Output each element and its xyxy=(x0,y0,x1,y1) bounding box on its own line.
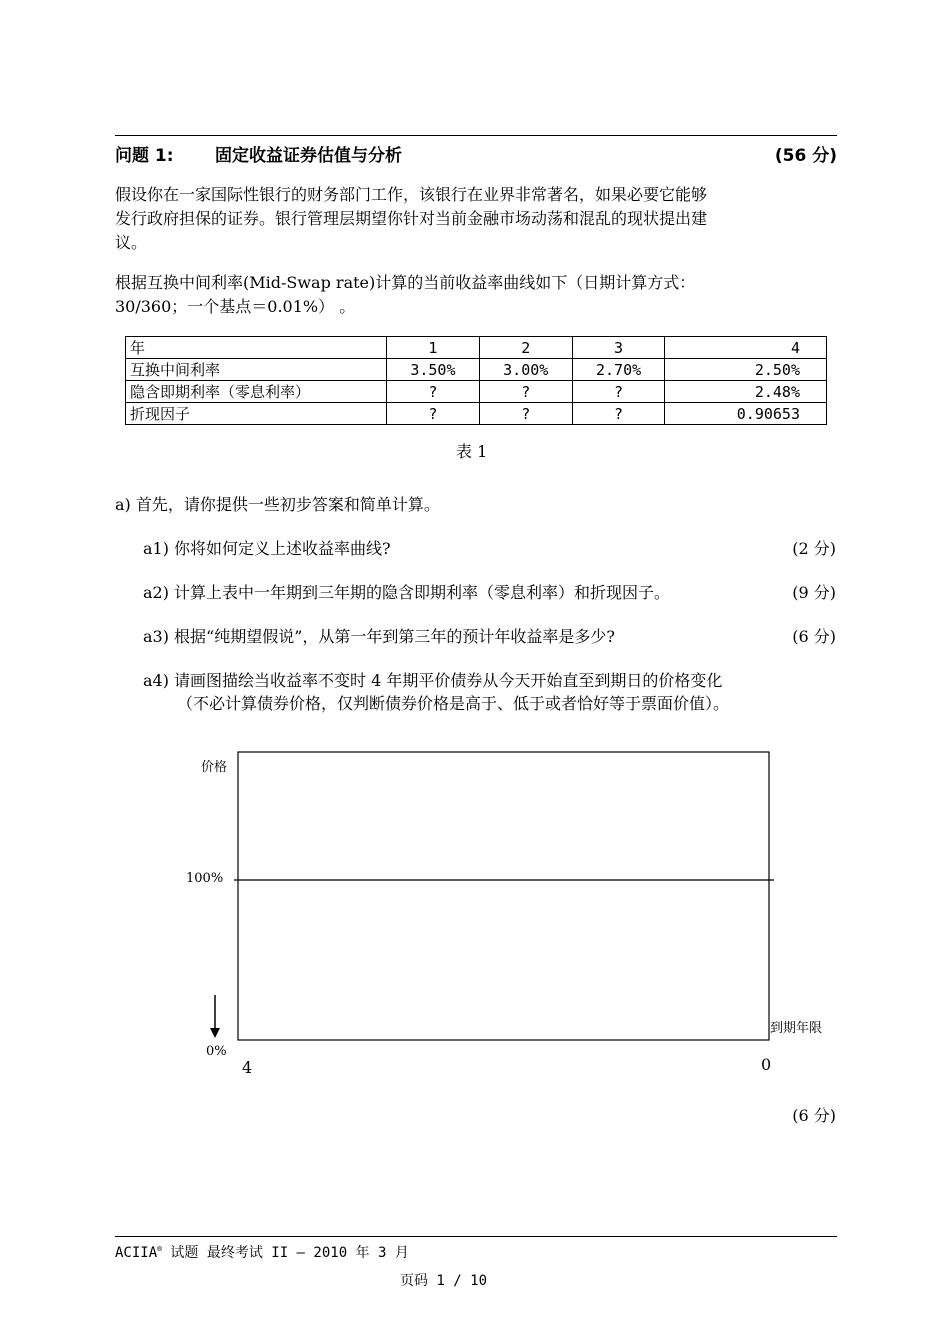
item-a4-score: (6 分) xyxy=(792,1106,836,1125)
curve-intro-line-2: 30/360；一个基点＝0.01%） 。 xyxy=(115,297,356,316)
table-cell: 2 xyxy=(479,337,572,359)
chart-x-end: 0 xyxy=(761,1055,772,1074)
table-cell: ? xyxy=(387,381,480,403)
item-a4-text: a4) 请画图描绘当收益率不变时 4 年期平价债券从今天开始直至到期日的价格变化 xyxy=(143,671,723,690)
table-cell: 年 xyxy=(126,337,387,359)
chart-x-label: 到期年限 xyxy=(770,1021,823,1036)
item-a2-text: a2) 计算上表中一年期到三年期的隐含即期利率（零息利率）和折现因子。 xyxy=(143,583,671,602)
intro-paragraph xyxy=(115,183,840,255)
table-cell: 互换中间利率 xyxy=(126,359,387,381)
footer-rule xyxy=(115,1236,837,1237)
top-rule xyxy=(115,135,837,136)
table-cell: ? xyxy=(479,403,572,425)
table-row xyxy=(126,359,827,381)
curve-intro-line-1: 根据互换中间利率(Mid-Swap rate)计算的当前收益率曲线如下（日期计算方式： xyxy=(115,273,696,292)
table-cell: 隐含即期利率（零息利率） xyxy=(126,381,387,403)
item-a3-text: a3) 根据“纯期望假说”，从第一年到第三年的预计年收益率是多少? xyxy=(143,627,615,646)
item-a3-score: (6 分) xyxy=(792,627,836,646)
question-title: 固定收益证券估值与分析 xyxy=(215,146,402,166)
chart-frame xyxy=(238,752,769,1040)
table-cell: 2.50% xyxy=(665,359,827,381)
chart-y-label: 价格 xyxy=(201,760,228,775)
table-cell: 3 xyxy=(572,337,665,359)
intro-line-3: 议。 xyxy=(115,233,148,252)
table-cell: 2.48% xyxy=(665,381,827,403)
price-chart xyxy=(180,745,840,1085)
price-chart-svg xyxy=(180,745,840,1085)
chart-level-label: 100% xyxy=(186,871,224,886)
footer-exam-info: 试题 最终考试 II – 2010 年 3 月 xyxy=(161,1245,409,1261)
item-a1-text: a1) 你将如何定义上述收益率曲线? xyxy=(143,539,391,558)
item-a2-score: (9 分) xyxy=(792,583,836,602)
footer-registered: ® xyxy=(157,1244,162,1254)
curve-intro-paragraph xyxy=(115,271,840,319)
table-cell: ? xyxy=(387,403,480,425)
table-caption: 表 1 xyxy=(456,442,488,461)
table-cell: 0.90653 xyxy=(665,403,827,425)
question-label: 问题 1: xyxy=(115,146,174,166)
table-header-row xyxy=(126,337,827,359)
yield-table xyxy=(125,336,827,425)
chart-x-start: 4 xyxy=(242,1058,253,1077)
down-arrow-icon xyxy=(210,1028,220,1038)
table-cell: 2.70% xyxy=(572,359,665,381)
table-cell: 3.50% xyxy=(387,359,480,381)
footer-page-number: 页码 1 / 10 xyxy=(400,1273,488,1289)
table-cell: ? xyxy=(479,381,572,403)
footer-brand: ACIIA xyxy=(115,1245,158,1261)
part-a-intro: a) 首先，请你提供一些初步答案和简单计算。 xyxy=(115,495,440,514)
item-a1-score: (2 分) xyxy=(792,539,836,558)
table-row xyxy=(126,381,827,403)
intro-line-2: 发行政府担保的证券。银行管理层期望你针对当前金融市场动荡和混乱的现状提出建 xyxy=(115,209,708,228)
chart-zero-label: 0% xyxy=(206,1044,227,1059)
footer-left xyxy=(115,1242,409,1262)
table-cell: 折现因子 xyxy=(126,403,387,425)
item-a4-text-2: （不必计算债券价格，仅判断债券价格是高于、低于或者恰好等于票面价值）。 xyxy=(177,694,730,713)
table-row xyxy=(126,403,827,425)
table-cell: ? xyxy=(572,381,665,403)
question-points: (56 分) xyxy=(774,146,837,166)
intro-line-1: 假设你在一家国际性银行的财务部门工作，该银行在业界非常著名，如果必要它能够 xyxy=(115,185,708,204)
table-cell: 4 xyxy=(665,337,827,359)
table-cell: ? xyxy=(572,403,665,425)
table-cell: 1 xyxy=(387,337,480,359)
table-cell: 3.00% xyxy=(479,359,572,381)
